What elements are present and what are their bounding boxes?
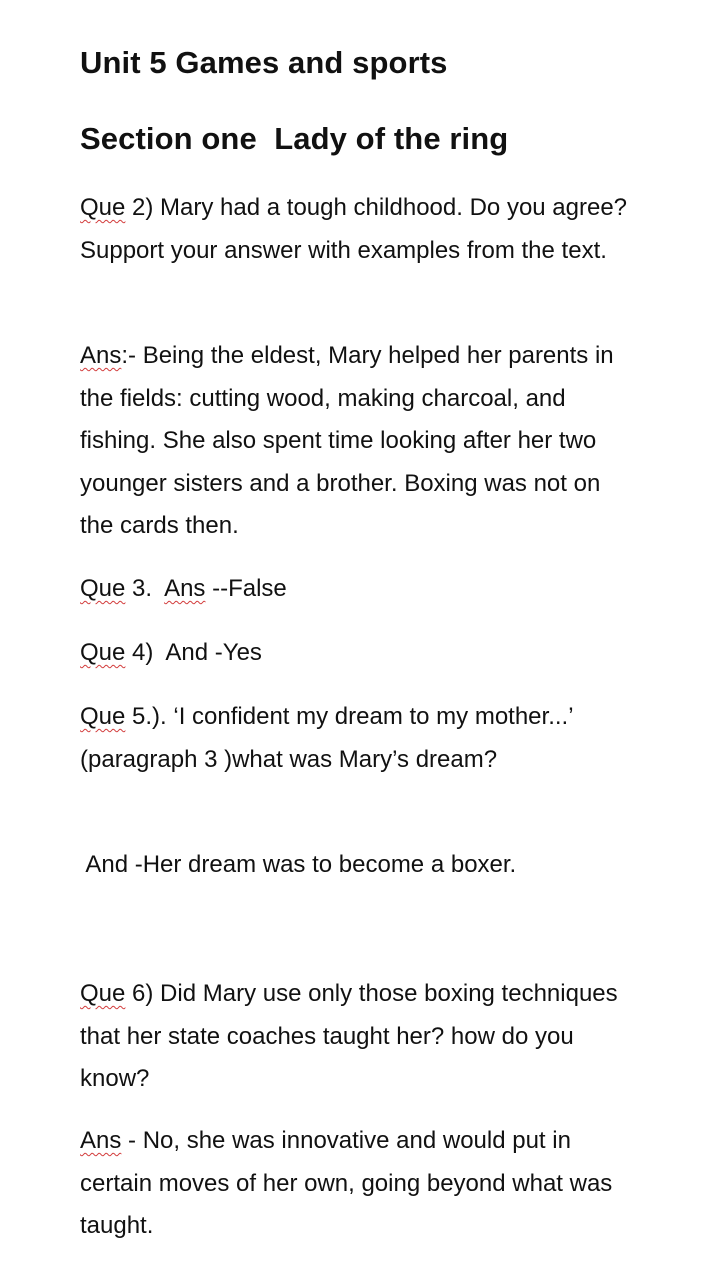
- que-label: Que: [80, 639, 126, 666]
- question-5: [80, 696, 580, 781]
- question-answer-text: 4) And -Yes: [125, 639, 262, 666]
- section-title: Section one Lady of the ring: [80, 121, 509, 156]
- question-text: 6) Did Mary use only those boxing techniques that her state coaches taught her? how do you know?: [80, 980, 618, 1092]
- ans-label: Ans: [164, 575, 206, 602]
- question-number: 3.: [125, 575, 165, 602]
- que-label: Que: [80, 575, 126, 602]
- que-label: Que: [80, 703, 126, 730]
- que-label: Que: [80, 980, 126, 1007]
- ans-label: Ans: [80, 1127, 122, 1154]
- question-text: 5.). ‘I confident my dream to my mother...’ (paragraph 3 )what was Mary’s dream?: [80, 703, 573, 773]
- answer-6: [80, 1120, 640, 1248]
- answer-text: :- Being the eldest, Mary helped her parents in the fields: cutting wood, making charcoal, and fishing. She also spent time looking after her two younger sisters and a brother. Boxing was not on the cards then.: [80, 342, 614, 539]
- question-text: 2) Mary had a tough childhood. Do you agree? Support your answer with examples from the text.: [80, 194, 628, 264]
- que-label: Que: [80, 194, 126, 221]
- question-3: [80, 568, 640, 611]
- question-4: [80, 632, 640, 675]
- answer-5: And -Her dream was to become a boxer.: [80, 851, 517, 878]
- question-2: [80, 187, 640, 272]
- answer-text: --False: [205, 575, 287, 602]
- ans-label: Ans: [80, 342, 122, 369]
- answer-text: - No, she was innovative and would put in certain moves of her own, going beyond what was taught.: [80, 1127, 613, 1239]
- unit-title: Unit 5 Games and sports: [80, 45, 448, 80]
- question-6: [80, 973, 640, 1101]
- answer-2: [80, 335, 640, 548]
